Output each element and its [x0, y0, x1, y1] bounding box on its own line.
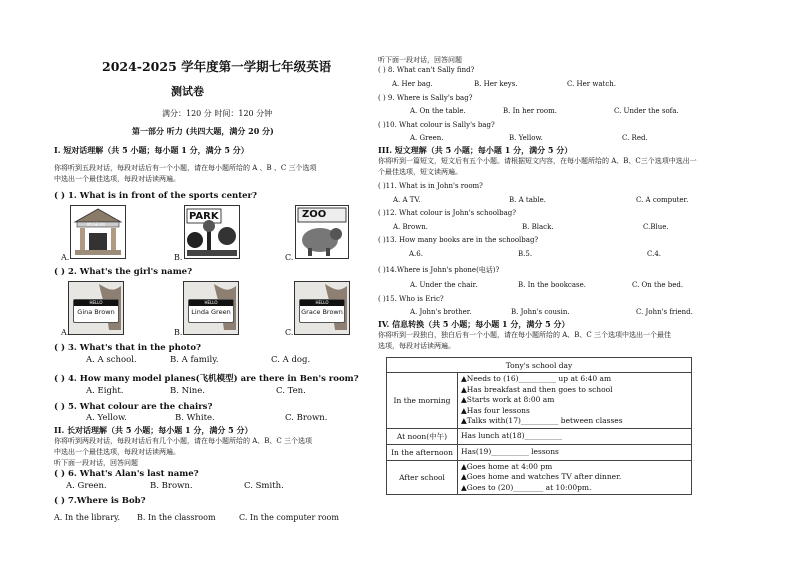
- table-row: [387, 460, 692, 495]
- q8-option-b: B. Her keys.: [474, 80, 518, 88]
- exam-subtitle: 测试卷: [171, 85, 204, 98]
- q9-option-b: B. In her room.: [503, 107, 557, 115]
- q5-option-c: C. Brown.: [285, 413, 328, 423]
- q15-option-c: C. John's friend.: [636, 308, 693, 316]
- q8-option-c: C. Her watch.: [567, 80, 617, 88]
- q7-option-a: A. In the library.: [54, 513, 121, 522]
- row-label-noon: At noon(中午): [387, 428, 458, 444]
- after-school-line-1: ▲Goes home at 4:00 pm: [461, 461, 553, 471]
- q12-option-b: B. Black.: [522, 223, 554, 231]
- badge-name: Linda Green: [191, 308, 231, 316]
- row-label-morning: In the morning: [387, 373, 458, 429]
- q6-option-b: B. Brown.: [150, 481, 193, 491]
- q5-option-a: A. Yellow.: [86, 413, 127, 423]
- park-sign: PARK: [189, 211, 219, 222]
- name-badge-gina: [68, 281, 124, 335]
- q5-option-b: B. White.: [175, 413, 215, 423]
- q6-option-a: A. Green.: [66, 481, 107, 491]
- section-3-instruction: 你将听到一篇短文，短文后有五个小题。请根据短文内容，在每小题所给的 A、B、C三个选项中选出一: [378, 157, 697, 165]
- q4-option-b: B. Nine.: [170, 386, 206, 396]
- question-4: ( ) 4. How many model planes(飞机模型) are there in Ben's room?: [54, 374, 359, 384]
- q9-option-a: A. On the table.: [410, 107, 466, 115]
- q14-option-c: C. On the bed.: [632, 281, 684, 289]
- section-2-instruction: 你将听到两段对话，每段对话后有几个小题，请在每小题所给的 A、B、C 三个选项: [54, 437, 313, 445]
- q12-option-a: A. Brown.: [393, 223, 428, 231]
- q7-option-b: B. In the classroom: [137, 513, 216, 522]
- q2-option-c-letter: C.: [285, 328, 294, 337]
- park-picture: [184, 205, 240, 259]
- q13-option-c: C.4.: [647, 250, 662, 258]
- question-10: ( )10. What colour is Sally's bag?: [378, 121, 495, 129]
- question-11: ( )11. What is in John's room?: [378, 182, 483, 190]
- section-4-instruction: 你将听到一段独白，独白后有一个小题，请在每小题所给的 A、B、C 三个选项中选出一个最佳: [378, 331, 672, 339]
- q3-option-c: C. A dog.: [271, 355, 311, 365]
- morning-line-1: ▲Needs to (16)__________ up at 6:40 am: [461, 374, 612, 383]
- question-15: ( )15. Who is Eric?: [378, 295, 444, 303]
- q15-option-b: B. John's cousin.: [511, 308, 570, 316]
- question-9: ( ) 9. Where is Sally's bag?: [378, 94, 473, 102]
- q6-option-c: C. Smith.: [244, 481, 284, 491]
- question-12: ( )12. What colour is John's schoolbag?: [378, 209, 517, 217]
- q2-option-a-letter: A.: [61, 328, 70, 337]
- noon-cell: [458, 428, 692, 444]
- question-2: ( ) 2. What's the girl's name?: [54, 267, 193, 277]
- row-label-afternoon: In the afternoon: [387, 444, 458, 460]
- zoo-picture: [295, 205, 349, 259]
- section-1-instruction-2: 中选出一个最佳选项，每段对话读两遍。: [54, 175, 180, 183]
- section-1-heading: I. 短对话理解（共 5 小题；每小题 1 分，满分 5 分）: [54, 145, 249, 155]
- museum-picture: [70, 205, 126, 259]
- q10-option-b: B. Yellow.: [509, 134, 543, 142]
- badge-name: Gina Brown: [77, 308, 115, 316]
- right-column-hint: 听下面一段对话，回答问题: [378, 56, 462, 64]
- q9-option-c: C. Under the sofa.: [614, 107, 679, 115]
- q1-option-c-letter: C.: [285, 253, 294, 262]
- tony-schedule-table: [386, 357, 692, 495]
- q13-option-b: B.5.: [518, 250, 533, 258]
- question-13: ( )13. How many books are in the schoolbag?: [378, 236, 539, 244]
- after-school-line-3: ▲Goes to (20)________ at 10:00pm.: [461, 482, 592, 492]
- section-4-heading: IV. 信息转换（共 5 小题；每小题 1 分，满分 5 分）: [378, 319, 570, 329]
- q4-option-a: A. Eight.: [86, 386, 124, 396]
- row-label-after-school: After school: [387, 460, 458, 495]
- question-6: ( ) 6. What's Alan's last name?: [54, 469, 199, 479]
- exam-title: 2024-2025 学年度第一学期七年级英语: [102, 59, 332, 74]
- section-2-heading: II. 长对话理解（共 5 小题；每小题 1 分，满分 5 分）: [54, 425, 253, 435]
- section-4-instruction-2: 选项，每段对话读两遍。: [378, 342, 455, 350]
- after-school-cell: [458, 460, 692, 495]
- noon-line-1: Has lunch at(18)__________: [461, 430, 563, 440]
- name-badge-grace: [294, 281, 350, 335]
- q14-option-a: A. Under the chair.: [410, 281, 478, 289]
- q11-option-a: A. A TV.: [393, 196, 421, 204]
- q10-option-a: A. Green.: [410, 134, 444, 142]
- table-title: Tony's school day: [387, 358, 692, 373]
- after-school-line-2: ▲Goes home and watches TV after dinner.: [461, 472, 622, 481]
- table-row: [387, 428, 692, 444]
- question-1: ( ) 1. What is in front of the sports center?: [54, 191, 257, 201]
- morning-line-3: ▲Starts work at 8:00 am: [461, 395, 555, 404]
- q2-option-b-letter: B.: [174, 328, 183, 337]
- hello-label: HELLO: [300, 300, 344, 306]
- section-3-heading: III. 短文理解（共 5 小题；每小题 1 分，满分 5 分）: [378, 145, 573, 155]
- q14-option-b: B. In the bookcase.: [518, 281, 586, 289]
- q4-option-c: C. Ten.: [276, 386, 306, 396]
- q15-option-a: A. John's brother.: [410, 308, 472, 316]
- section-2-hint: 听下面一段对话，回答问题: [54, 459, 138, 467]
- q3-option-b: B. A family.: [170, 355, 219, 365]
- exam-meta: 满分：120 分 时间：120 分钟: [162, 109, 273, 118]
- section-3-instruction-2: 个最佳选项，短文读两遍。: [378, 168, 462, 176]
- q11-option-b: B. A table.: [509, 196, 546, 204]
- q1-option-a-letter: A.: [61, 253, 70, 262]
- table-title-row: [387, 358, 692, 373]
- hello-label: HELLO: [74, 300, 118, 306]
- badge-name: Grace Brown: [301, 308, 343, 316]
- q11-option-c: C. A computer.: [636, 196, 689, 204]
- zoo-sign: ZOO: [302, 209, 327, 220]
- name-badge-linda: [183, 281, 239, 335]
- hello-label: HELLO: [189, 300, 233, 306]
- q1-option-b-letter: B.: [174, 253, 183, 262]
- morning-line-4: ▲Has four lessons: [461, 405, 530, 415]
- morning-cell: [458, 373, 692, 429]
- question-7: ( ) 7.Where is Bob?: [54, 496, 146, 506]
- table-row: [387, 444, 692, 460]
- q8-option-a: A. Her bag.: [392, 80, 433, 88]
- question-14: ( )14.Where is John's phone(电话)?: [378, 266, 500, 274]
- table-row: [387, 373, 692, 429]
- morning-line-5: ▲Talks with(17)__________ between classes: [461, 416, 623, 425]
- q3-option-a: A. A school.: [86, 355, 137, 365]
- afternoon-line-1: Has(19)__________ lessons: [461, 446, 559, 456]
- section-2-instruction-2: 中选出一个最佳选项，每段对话读两遍。: [54, 448, 180, 456]
- q7-option-c: C. In the computer room: [239, 513, 339, 522]
- q13-option-a: A.6.: [409, 250, 423, 258]
- section-1-instruction: 你将听到五段对话，每段对话后有一个小题，请在每小题所给的 A 、B 、C 三个选项: [54, 164, 317, 172]
- question-8: ( ) 8. What can't Sally find?: [378, 66, 475, 74]
- museum-sign: MUSEUM: [87, 222, 105, 227]
- q12-option-c: C.Blue.: [643, 223, 669, 231]
- question-3: ( ) 3. What's that in the photo?: [54, 343, 202, 353]
- morning-line-2: ▲Has breakfast and then goes to school: [461, 384, 613, 394]
- afternoon-cell: [458, 444, 692, 460]
- part-one-heading: 第一部分 听力 (共四大题，满分 20 分): [132, 126, 274, 136]
- q10-option-c: C. Red.: [622, 134, 648, 142]
- question-5: ( ) 5. What colour are the chairs?: [54, 402, 213, 412]
